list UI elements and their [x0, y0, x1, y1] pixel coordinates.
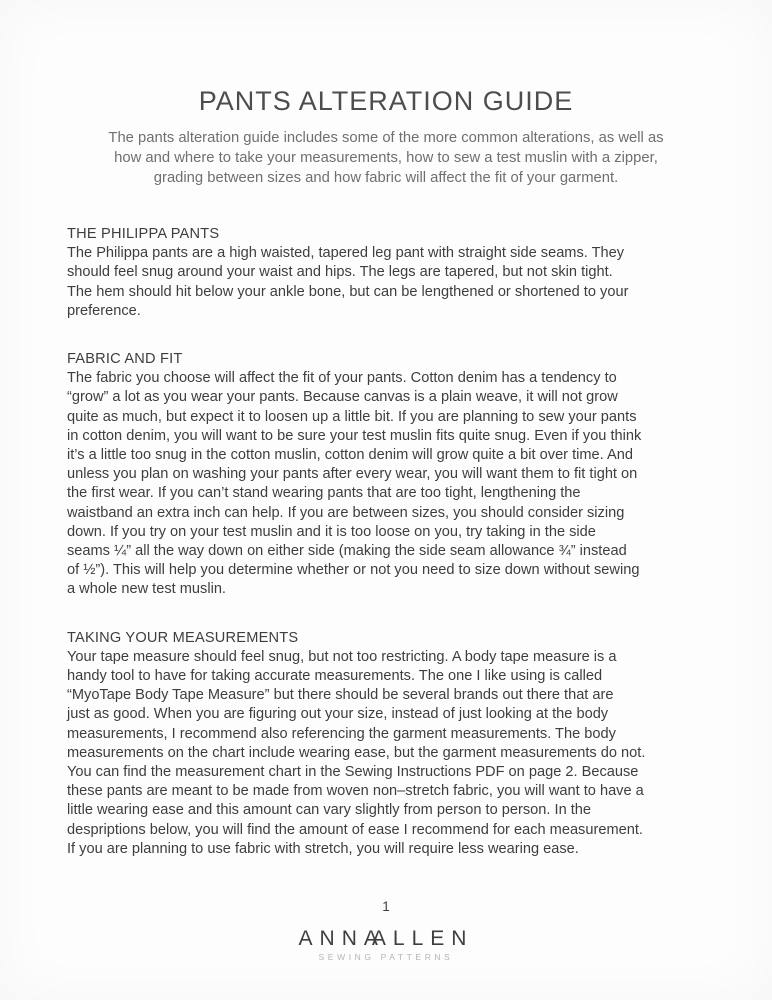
text-line: a whole new test muslin.	[67, 581, 226, 598]
section-heading: FABRIC AND FIT	[67, 351, 183, 368]
text-line: You can find the measurement chart in the Sewing Instructions PDF on page 2. Because	[67, 764, 639, 781]
intro-line: grading between sizes and how fabric will affect the fit of your garment.	[153, 170, 619, 186]
text-line: measurements on the chart include wearing ease, but the garment measurements do not.	[67, 744, 646, 761]
text-line: down. If you try on your test muslin and it is too loose on you, try taking in the side	[67, 523, 596, 540]
brand-logo-subtitle: SEWING PATTERNS	[318, 952, 454, 962]
section-heading: TAKING YOUR MEASUREMENTS	[67, 629, 299, 646]
text-line: preference.	[67, 302, 141, 319]
text-line: the first wear. If you can’t stand wearing pants that are too tight, lengthening the	[67, 485, 581, 502]
page-number: 1	[382, 899, 390, 914]
brand-logo	[0, 928, 772, 962]
document-body	[67, 225, 717, 859]
section-philippa-pants	[67, 225, 717, 321]
section-heading: THE PHILIPPA PANTS	[67, 226, 220, 242]
text-line: despriptions below, you will find the amount of ease I recommend for each measurement.	[67, 821, 643, 838]
brand-logo-wordmark	[0, 928, 772, 950]
brand-logo-text-left: ANNA	[298, 927, 385, 950]
text-line: seams ¼” all the way down on either side (making the side seam allowance ¾” instead	[67, 543, 627, 560]
text-line: should feel snug around your waist and hips. The legs are tapered, but not skin tight.	[67, 264, 613, 281]
text-line: it’s a little too snug in the cotton muslin, cotton denim will grow quite a bit over time. And	[67, 447, 633, 464]
text-line: “grow” a lot as you wear your pants. Because canvas is a plain weave, it will not grow	[67, 389, 618, 406]
brand-logo-text-right: ALLEN	[371, 927, 474, 950]
text-line: measurements, I recommend also referencing the garment measurements. The body	[67, 725, 616, 742]
intro-paragraph	[0, 128, 772, 188]
text-line: The hem should hit below your ankle bone, but can be lengthened or shortened to your	[67, 283, 629, 300]
text-line: little wearing ease and this amount can vary slightly from person to person. In the	[67, 802, 592, 819]
section-fabric-and-fit	[67, 350, 717, 600]
text-line: waistband an extra inch can help. If you are between sizes, you should consider sizing	[67, 504, 625, 521]
text-line: unless you plan on washing your pants after every wear, you will want them to fit tight on	[67, 466, 638, 483]
text-line: in cotton denim, you will want to be sure your test muslin fits quite snug. Even if you think	[67, 427, 642, 444]
text-line: Your tape measure should feel snug, but not too restricting. A body tape measure is a	[67, 648, 617, 665]
text-line: handy tool to have for taking accurate measurements. The one I like using is called	[67, 668, 603, 685]
text-line: “MyoTape Body Tape Measure” but there should be several brands out there that are	[67, 687, 614, 704]
text-line: of ½”). This will help you determine whether or not you need to size down without sewing	[67, 562, 640, 579]
text-line: The fabric you choose will affect the fit of your pants. Cotton denim has a tendency to	[67, 370, 617, 387]
page-title: PANTS ALTERATION GUIDE	[198, 86, 574, 116]
text-line: quite as much, but expect it to loosen up a little bit. If you are planning to sew your pants	[67, 408, 637, 425]
text-line: these pants are meant to be made from woven non–stretch fabric, you will want to have a	[67, 783, 644, 800]
intro-line: The pants alteration guide includes some of the more common alterations, as well as	[108, 130, 664, 146]
intro-line: how and where to take your measurements, how to sew a test muslin with a zipper,	[114, 150, 658, 166]
text-line: If you are planning to use fabric with stretch, you will require less wearing ease.	[67, 840, 579, 857]
text-line: just as good. When you are figuring out your size, instead of just looking at the body	[67, 706, 609, 723]
text-line: The Philippa pants are a high waisted, tapered leg pant with straight side seams. They	[67, 245, 625, 262]
section-taking-your-measurements	[67, 629, 717, 859]
